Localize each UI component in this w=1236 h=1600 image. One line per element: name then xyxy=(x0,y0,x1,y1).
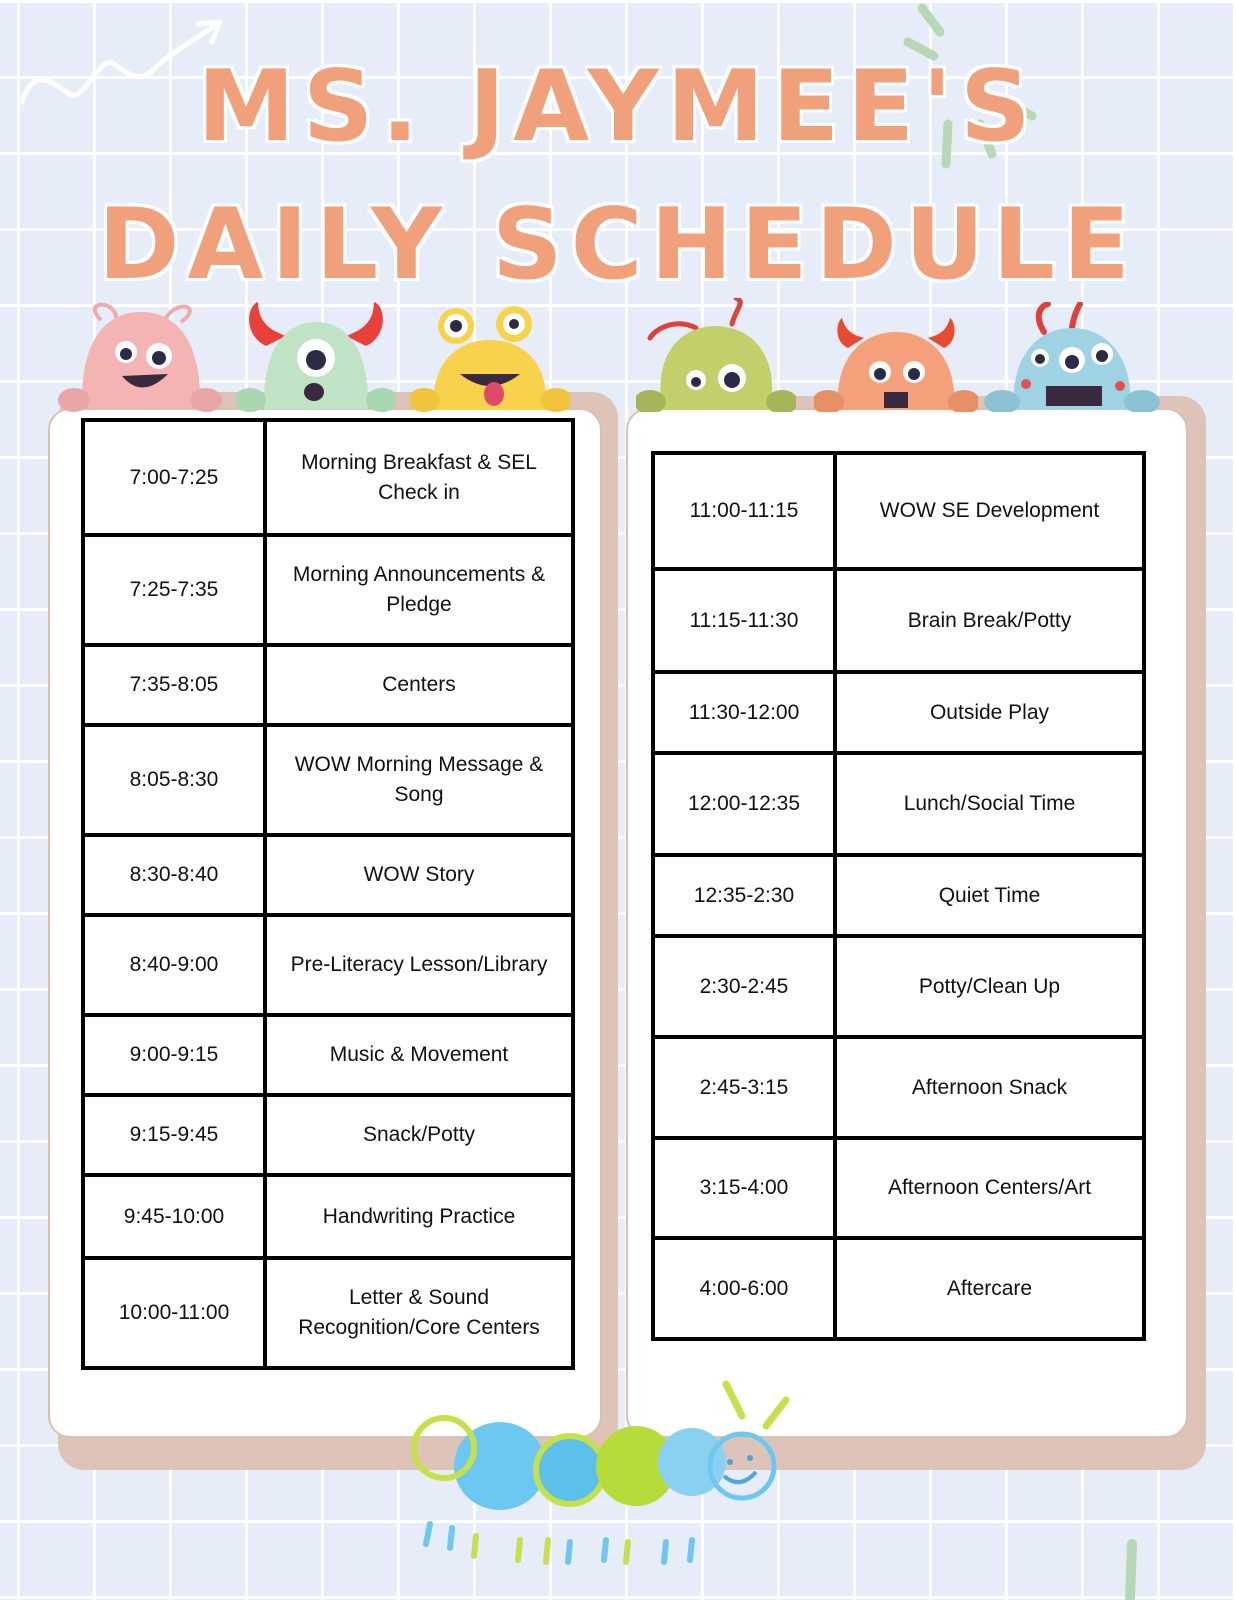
caterpillar-doodle-icon xyxy=(410,1376,810,1572)
yellow-monster-icon xyxy=(410,300,570,412)
activity-cell: Centers xyxy=(265,645,573,725)
activity-cell: Afternoon Snack xyxy=(835,1037,1144,1138)
activity-cell: WOW SE Development xyxy=(835,453,1144,569)
activity-cell: Morning Breakfast & SEL Check in xyxy=(265,420,573,535)
time-cell: 3:15-4:00 xyxy=(653,1138,835,1238)
activity-cell: Brain Break/Potty xyxy=(835,569,1144,672)
table-row xyxy=(83,835,573,915)
table-row xyxy=(653,753,1144,855)
time-cell: 8:05-8:30 xyxy=(83,725,265,835)
green-horned-monster-icon xyxy=(236,296,396,412)
page-title-line-1: MS. JAYMEE'S xyxy=(197,50,1039,164)
time-cell: 11:30-12:00 xyxy=(653,672,835,753)
table-row xyxy=(653,453,1144,569)
time-cell: 7:35-8:05 xyxy=(83,645,265,725)
table-row xyxy=(83,1095,573,1175)
table-row xyxy=(83,645,573,725)
time-cell: 4:00-6:00 xyxy=(653,1238,835,1339)
time-cell: 7:00-7:25 xyxy=(83,420,265,535)
table-row xyxy=(653,855,1144,936)
time-cell: 9:45-10:00 xyxy=(83,1175,265,1258)
table-row xyxy=(83,725,573,835)
activity-cell: Aftercare xyxy=(835,1238,1144,1339)
table-row xyxy=(653,936,1144,1037)
time-cell: 10:00-11:00 xyxy=(83,1258,265,1368)
table-row xyxy=(83,1175,573,1258)
activity-cell: Morning Announcements & Pledge xyxy=(265,535,573,645)
table-row xyxy=(83,915,573,1015)
time-cell: 7:25-7:35 xyxy=(83,535,265,645)
time-cell: 9:00-9:15 xyxy=(83,1015,265,1095)
activity-cell: Quiet Time xyxy=(835,855,1144,936)
activity-cell: Pre-Literacy Lesson/Library xyxy=(265,915,573,1015)
activity-cell: Snack/Potty xyxy=(265,1095,573,1175)
time-cell: 12:35-2:30 xyxy=(653,855,835,936)
orange-monster-icon xyxy=(814,312,978,412)
time-cell: 8:30-8:40 xyxy=(83,835,265,915)
time-cell: 12:00-12:35 xyxy=(653,753,835,855)
time-cell: 8:40-9:00 xyxy=(83,915,265,1015)
table-row xyxy=(653,1037,1144,1138)
table-row xyxy=(83,535,573,645)
table-row xyxy=(653,569,1144,672)
activity-cell: WOW Morning Message & Song xyxy=(265,725,573,835)
olive-monster-icon xyxy=(636,298,796,412)
table-row xyxy=(83,1258,573,1368)
table-row xyxy=(653,1138,1144,1238)
table-row xyxy=(83,420,573,535)
blue-monster-icon xyxy=(984,302,1160,412)
time-cell: 9:15-9:45 xyxy=(83,1095,265,1175)
time-cell: 11:00-11:15 xyxy=(653,453,835,569)
time-cell: 2:45-3:15 xyxy=(653,1037,835,1138)
activity-cell: Letter & Sound Recognition/Core Centers xyxy=(265,1258,573,1368)
green-sprout-icon xyxy=(1110,1530,1170,1600)
activity-cell: Afternoon Centers/Art xyxy=(835,1138,1144,1238)
activity-cell: Handwriting Practice xyxy=(265,1175,573,1258)
activity-cell: Lunch/Social Time xyxy=(835,753,1144,855)
activity-cell: WOW Story xyxy=(265,835,573,915)
table-row xyxy=(653,672,1144,753)
time-cell: 2:30-2:45 xyxy=(653,936,835,1037)
pink-monster-icon xyxy=(56,300,226,412)
table-row xyxy=(83,1015,573,1095)
right-schedule-table xyxy=(651,451,1146,1341)
time-cell: 11:15-11:30 xyxy=(653,569,835,672)
activity-cell: Outside Play xyxy=(835,672,1144,753)
page-title-line-2: DAILY SCHEDULE xyxy=(98,188,1138,302)
activity-cell: Music & Movement xyxy=(265,1015,573,1095)
left-schedule-table xyxy=(81,418,575,1370)
table-row xyxy=(653,1238,1144,1339)
activity-cell: Potty/Clean Up xyxy=(835,936,1144,1037)
